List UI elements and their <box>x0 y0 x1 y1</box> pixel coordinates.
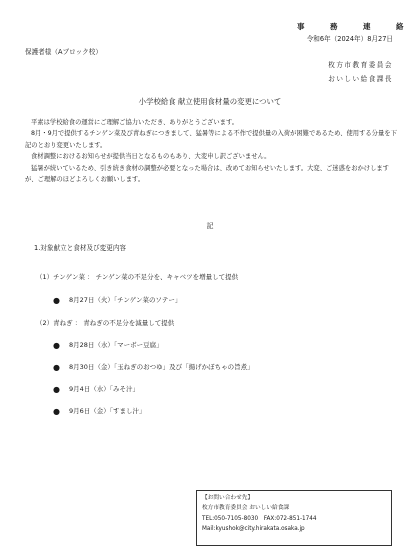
recipient: 保護者様（Aブロック校） <box>25 48 102 56</box>
bullet-icon: ● <box>53 385 60 394</box>
body-paragraph: 食材調整におけるお知らせが提供当日となるものもあり、大変申し訳ございません。 <box>31 153 271 161</box>
bullet-icon: ● <box>53 296 60 305</box>
change-heading-aonegi: （2）青ねぎ ： 青ねぎの不足分を減量して提供 <box>36 319 175 327</box>
contact-email: Mail:kyushok@city.hirakata.osaka.jp <box>202 526 305 533</box>
sender-department: おいしい給食課長 <box>328 75 393 83</box>
bullet-icon: ● <box>53 341 60 350</box>
section-title: 1.対象献立と食材及び変更内容 <box>34 244 127 252</box>
ki-marker: 記 <box>206 222 214 230</box>
sender-organization: 枚方市教育委員会 <box>328 61 393 69</box>
list-item-text: 8月27日（火）「チンゲン菜のソテー」 <box>68 296 182 304</box>
list-item-text: 8月30日（金）「玉ねぎのおつゆ」及び「揚げかぼちゃの旨煮」 <box>68 363 254 371</box>
change-heading-chingensai: （1）チンゲン菜 ： チンゲン菜の不足分を、キャベツを増量して提供 <box>36 273 239 281</box>
list-item <box>53 295 181 305</box>
list-item-text: 8月28日（水）「マーボー豆腐」 <box>68 341 163 349</box>
bullet-icon: ● <box>53 407 60 416</box>
bullet-icon: ● <box>53 363 60 372</box>
contact-phone-fax: TEL:050-7105-8030 FAX:072-851-1744 <box>202 515 317 522</box>
body-text <box>25 117 397 185</box>
list-item <box>53 406 146 416</box>
document-subject: 小学校給食 献立使用食材量の変更について <box>138 97 282 106</box>
contact-box <box>196 490 392 546</box>
list-item-text: 9月6日（金）「すまし汁」 <box>68 407 146 415</box>
body-paragraph: 平素は学校給食の運営にご理解ご協力いただき、ありがとうございます。 <box>31 119 239 126</box>
list-item <box>53 362 254 372</box>
body-paragraph: 猛暑が続いているため、引き続き食材の調整が必要となった場合は、改めてお知らせいたします。大変、ご迷惑をおかけしますが、ご理解のほどよろしくお願いします。 <box>25 164 389 184</box>
list-item <box>53 384 139 394</box>
notice-type: 事 務 連 絡 <box>297 22 413 31</box>
contact-organization: 枚方市教育委員会 おいしい給食課 <box>202 505 290 512</box>
list-item <box>53 340 163 350</box>
list-item-text: 9月4日（水）「みそ汁」 <box>68 385 140 393</box>
body-paragraph: 8月・9月で提供するチンゲン菜及び青ねぎにつきまして、猛暑等による不作で提供量の入荷が困難であるため、使用する分量を下記のとおり変更いたします。 <box>25 130 397 149</box>
contact-title: 【お問い合わせ先】 <box>202 495 254 501</box>
issue-date: 令和6年（2024年）8月27日 <box>306 35 393 43</box>
